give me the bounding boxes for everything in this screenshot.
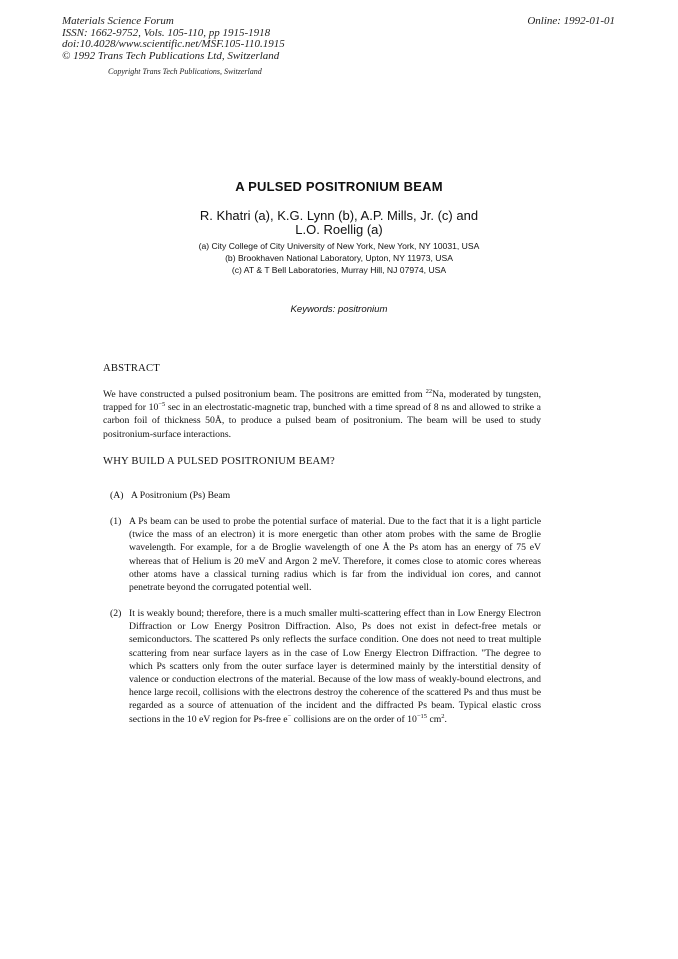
section-heading: WHY BUILD A PULSED POSITRONIUM BEAM? (103, 456, 335, 467)
doi-link[interactable]: doi:10.4028/www.scientific.net/MSF.105-110.1915 (62, 38, 285, 50)
online-date: Online: 1992-01-01 (527, 15, 615, 27)
journal-name: Materials Science Forum (62, 15, 174, 27)
item-number: (1) (110, 516, 122, 527)
journal-header (62, 16, 285, 62)
item-text: It is weakly bound; therefore, there is a much smaller multi-scattering effect than in Low Energy Electron Diffraction or Low Energy Positron Diffraction. Also, Ps does not exist in defect-free metals or semiconductors. The scattered Ps only reflects the surface condition. One does not need to treat multiple scattering from near surface layers as in the case of Low Energy Electron Diffraction. "The degree to which Ps scatters only from the outer surface layer is determined mainly by the interstitial density of valence or conduction electrons of the material. Because of the low mass of weakly-bound electrons, and hence large recoil, collisions with the electrons destroy the coherence of the scattered Ps and thus must be regarded as a source of attenuation of the incident and the diffracted Ps beam. Typical elastic cross sections in the 10 eV region for Ps-free e− collisions are on the order of $10^{-15}$ $cm^2$. (129, 608, 541, 725)
issn-line: ISSN: 1662-9752, Vols. 105-110, pp 1915-1918 (62, 26, 271, 39)
copyright-notice: Copyright Trans Tech Publications, Switzerland (108, 67, 262, 76)
author-line-2: L.O. Roellig (a) (295, 222, 383, 237)
item-text: A Ps beam can be used to probe the potential surface of material. Due to the fact that it is a light particle (twice the mass of an electron) it is more energetic than other atom probes with the same de Broglie wavelength. For example, for a de Broglie wavelength of one Å the Ps atom has an energy of 75 eV whereas that of Helium is 20 meV and Argon 2 meV. Therefore, it comes close to atomic cores whereas other atoms have a classical turning radius which is far from the individual ion cores, and cannot penetrate beyond the corrugated potential well. (129, 516, 541, 594)
subsection-title: A Positronium (Ps) Beam (130, 490, 231, 501)
paper-title: A PULSED POSITRONIUM BEAM (235, 179, 443, 194)
author-list (0, 209, 678, 237)
copyright-line: © 1992 Trans Tech Publications Ltd, Switzerland (62, 49, 280, 62)
keywords: Keywords: positronium (290, 304, 388, 315)
item-number: (2) (110, 608, 122, 619)
list-item (110, 607, 541, 726)
subsection-label: (A) (110, 490, 124, 501)
author-line-1: R. Khatri (a), K.G. Lynn (b), A.P. Mills, Jr. (c) and (199, 208, 479, 223)
affiliation-c: (c) AT & T Bell Laboratories, Murray Hill, NJ 07974, USA (231, 265, 447, 275)
subsection-a (110, 490, 230, 501)
affiliation-b: (b) Brookhaven National Laboratory, Upton, NY 11973, USA (225, 253, 453, 263)
abstract-body: We have constructed a pulsed positronium beam. The positrons are emitted from $^{22}$Na, moderated by tungsten, trapped for $10^{-5}$ sec in an electrostatic-magnetic trap, bunched with a time spread of 8 ns and allowed to strike a carbon foil of thickness 50Å, to produce a pulsed beam of positronium. The beam will be used to study positronium-surface interactions. (103, 388, 541, 440)
abstract-heading: ABSTRACT (103, 363, 160, 374)
affiliation-a: (a) City College of City University of New York, New York, NY 10031, USA (198, 241, 480, 251)
list-item (110, 515, 541, 594)
affiliations (0, 240, 678, 276)
